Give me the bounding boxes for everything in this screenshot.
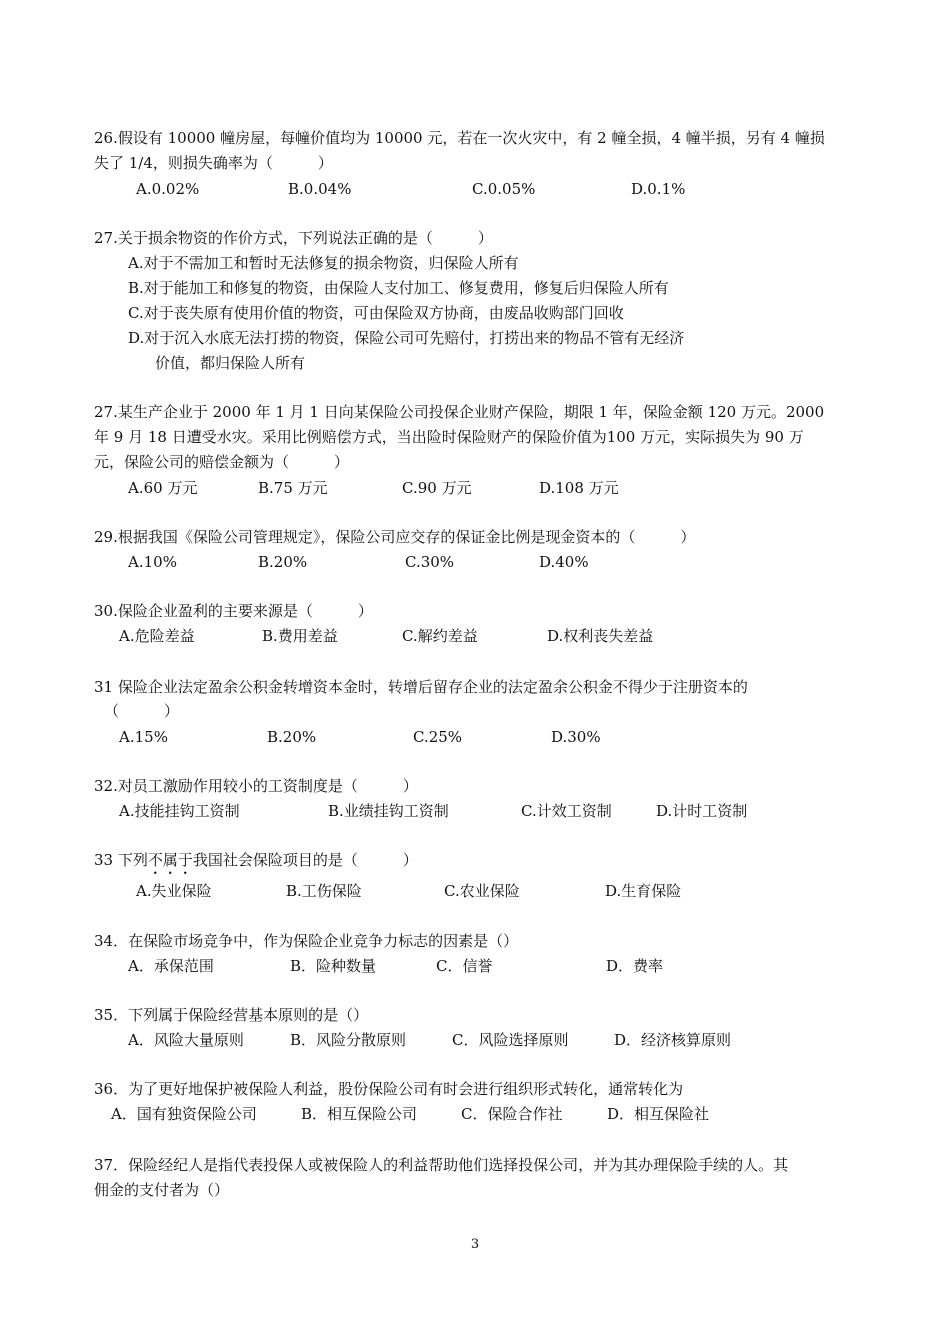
q35-option-a: A．风险大量原则	[128, 1031, 244, 1049]
q33-option-a: A.失业保险	[136, 882, 212, 900]
q26-option-a: A.0.02%	[136, 180, 200, 198]
q36-option-c: C．保险合作社	[461, 1105, 563, 1123]
q26-stem-line1: 26.假设有 10000 幢房屋，每幢价值均为 10000 元，若在一次火灾中，有 2 幢全损，4 幢半损，另有 4 幢损	[94, 129, 825, 147]
q27b-stem-line3: 元，保险公司的赔偿金额为（ ）	[94, 453, 350, 471]
q33-stem	[94, 850, 418, 878]
q36-option-d: D．相互保险社	[607, 1105, 710, 1123]
q31-option-b: B.20%	[267, 728, 317, 746]
q27a-option-d-continuation: 价值，都归保险人所有	[155, 354, 306, 372]
q36-option-a: A．国有独资保险公司	[111, 1105, 257, 1123]
q29-option-d: D.40%	[539, 553, 589, 571]
q27b-stem-line2: 年 9 月 18 日遭受水灾。采用比例赔偿方式，当出险时保险财产的保险价值为100 万元，实际损失为 90 万	[94, 428, 804, 446]
q29-option-b: B.20%	[258, 553, 308, 571]
q32-option-c: C.计效工资制	[521, 802, 612, 820]
q31-stem-line2: （ ）	[104, 702, 180, 720]
q27a-option-c: C.对于丧失原有使用价值的物资，可由保险双方协商，由废品收购部门回收	[128, 304, 624, 322]
q27b-stem-line1: 27.某生产企业于 2000 年 1 月 1 日向某保险公司投保企业财产保险，期限 1 年，保险金额 120 万元。2000	[94, 403, 825, 421]
page-number: 3	[470, 1237, 480, 1252]
q27b-option-c: C.90 万元	[402, 479, 472, 497]
q27b-option-b: B.75 万元	[258, 479, 328, 497]
q35-option-c: C．风险选择原则	[452, 1031, 569, 1049]
q36-stem: 36．为了更好地保护被保险人利益，股份保险公司有时会进行组织形式转化，通常转化为	[94, 1080, 684, 1098]
q34-option-d: D．费率	[606, 957, 664, 975]
q37-stem-line1: 37．保险经纪人是指代表投保人或被保险人的利益帮助他们选择投保公司，并为其办理保险手续的人。其	[94, 1156, 789, 1174]
q30-option-d: D.权利丧失差益	[547, 627, 654, 645]
q27b-option-d: D.108 万元	[539, 479, 619, 497]
q30-option-b: B.费用差益	[262, 627, 338, 645]
q33-option-b: B.工伤保险	[286, 882, 362, 900]
q29-option-c: C.30%	[405, 553, 455, 571]
q35-option-b: B．风险分散原则	[290, 1031, 407, 1049]
q33-stem-suffix: 我国社会保险项目的是（ ）	[192, 851, 418, 869]
q27a-stem: 27.关于损余物资的作价方式，下列说法正确的是（ ）	[94, 229, 493, 247]
q31-option-a: A.15%	[119, 728, 168, 746]
q26-option-d: D.0.1%	[631, 180, 686, 198]
q26-stem-line2: 失了 1/4，则损失确率为（ ）	[94, 154, 333, 172]
q26-option-b: B.0.04%	[288, 180, 352, 198]
q29-option-a: A.10%	[128, 553, 177, 571]
q34-option-b: B．险种数量	[290, 957, 377, 975]
q31-stem-line1: 31 保险企业法定盈余公积金转增资本金时，转增后留存企业的法定盈余公积金不得少于注册资本的	[94, 678, 748, 696]
q27a-option-a: A.对于不需加工和暂时无法修复的损余物资，归保险人所有	[128, 254, 519, 272]
q33-stem-prefix: 33 下列	[94, 851, 148, 869]
q30-stem: 30.保险企业盈利的主要来源是（ ）	[94, 602, 373, 620]
q30-option-a: A.危险差益	[119, 627, 195, 645]
q33-option-d: D.生育保险	[605, 882, 682, 900]
q34-option-c: C．信誉	[436, 957, 493, 975]
q30-option-c: C.解约差益	[402, 627, 478, 645]
q29-stem: 29.根据我国《保险公司管理规定》，保险公司应交存的保证金比例是现金资本的（ ）	[94, 528, 696, 546]
q31-option-c: C.25%	[413, 728, 463, 746]
q31-option-d: D.30%	[551, 728, 601, 746]
q34-stem: 34．在保险市场竞争中，作为保险企业竞争力标志的因素是（）	[94, 932, 519, 950]
q27a-option-d: D.对于沉入水底无法打捞的物资，保险公司可先赔付，打捞出来的物品不管有无经济	[128, 329, 685, 347]
q37-stem-line2: 佣金的支付者为（）	[94, 1181, 230, 1199]
q34-option-a: A．承保范围	[128, 957, 214, 975]
q32-stem: 32.对员工激励作用较小的工资制度是（ ）	[94, 777, 418, 795]
q33-stem-emphasis: 不属于	[147, 851, 193, 869]
q36-option-b: B．相互保险公司	[301, 1105, 418, 1123]
q35-option-d: D．经济核算原则	[614, 1031, 732, 1049]
q35-stem: 35．下列属于保险经营基本原则的是（）	[94, 1006, 369, 1024]
q27a-option-b: B.对于能加工和修复的物资，由保险人支付加工、修复费用，修复后归保险人所有	[128, 279, 669, 297]
q32-option-a: A.技能挂钩工资制	[119, 802, 240, 820]
q33-option-c: C.农业保险	[444, 882, 520, 900]
q32-option-b: B.业绩挂钩工资制	[328, 802, 449, 820]
q27b-option-a: A.60 万元	[128, 479, 198, 497]
q32-option-d: D.计时工资制	[656, 802, 748, 820]
q26-option-c: C.0.05%	[472, 180, 536, 198]
